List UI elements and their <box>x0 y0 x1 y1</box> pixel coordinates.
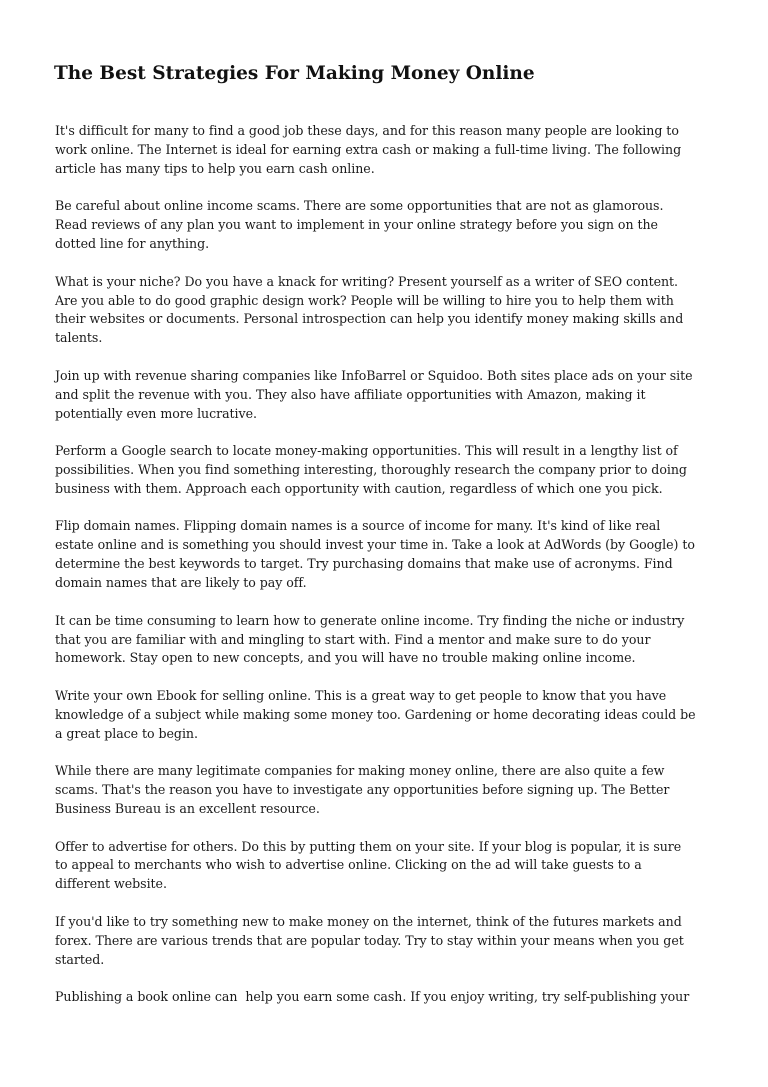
text-line: What is your niche? Do you have a knack for writing? Present yourself as a writer of SEO content. <box>55 273 679 289</box>
text-line: article has many tips to help you earn cash online. <box>55 160 375 176</box>
text-line: Offer to advertise for others. Do this by putting them on your site. If your blog is popular, it is sure <box>55 838 682 854</box>
text-line: their websites or documents. Personal introspection can help you identify money making skills and <box>55 311 684 327</box>
text-line: Business Bureau is an excellent resource. <box>55 801 320 816</box>
text-line: a great place to begin. <box>55 725 198 741</box>
paragraph <box>55 762 715 819</box>
text-line: Read reviews of any plan you want to implement in your online strategy before you sign on the <box>55 217 658 233</box>
text-line: Publishing a book online can help you earn some cash. If you enjoy writing, try self-publishing your <box>55 989 690 1005</box>
paragraph <box>55 517 715 592</box>
paragraph <box>55 442 715 499</box>
text-line: and split the revenue with you. They also have affiliate opportunities with Amazon, making it <box>55 386 646 402</box>
text-line: business with them. Approach each opportunity with caution, regardless of which one you pick. <box>55 480 663 496</box>
text-line: If you'd like to try something new to make money on the internet, think of the futures markets and <box>55 913 682 929</box>
text-line: domain names that are likely to pay off. <box>55 575 307 591</box>
text-line: Be careful about online income scams. There are some opportunities that are not as glamorous. <box>55 198 664 214</box>
text-line: talents. <box>55 330 103 346</box>
paragraph <box>55 913 715 970</box>
text-line: different website. <box>55 876 167 892</box>
paragraph <box>55 367 715 424</box>
text-line: possibilities. When you find something interesting, thoroughly research the company prior to doing <box>55 462 687 477</box>
text-line: knowledge of a subject while making some money too. Gardening or home decorating ideas could be <box>55 706 696 722</box>
text-line: Write your own Ebook for selling online. This is a great way to get people to know that you have <box>55 687 667 703</box>
text-line: homework. Stay open to new concepts, and you will have no trouble making online income. <box>55 650 636 666</box>
text-line: potentially even more lucrative. <box>55 405 257 421</box>
text-line: estate online and is something you should invest your time in. Take a look at AdWords (by Google) to <box>55 537 695 553</box>
text-line: work online. The Internet is ideal for earning extra cash or making a full-time living. The following <box>55 141 682 157</box>
document-body <box>55 122 715 1026</box>
text-line: It can be time consuming to learn how to generate online income. Try finding the niche or industry <box>55 612 685 628</box>
paragraph <box>55 612 715 669</box>
text-line: that you are familiar with and mingling to start with. Find a mentor and make sure to do your <box>55 631 651 647</box>
text-line: determine the best keywords to target. Try purchasing domains that make use of acronyms. Find <box>55 556 673 572</box>
paragraph <box>55 197 715 254</box>
text-line: started. <box>55 951 105 967</box>
text-line: scams. That's the reason you have to investigate any opportunities before signing up. The Better <box>55 782 670 798</box>
text-line: It's difficult for many to find a good job these days, and for this reason many people are looking to <box>55 123 679 138</box>
text-line: Join up with revenue sharing companies like InfoBarrel or Squidoo. Both sites place ads on your site <box>55 367 693 383</box>
paragraph <box>55 122 715 179</box>
paragraph <box>55 988 715 1007</box>
text-line: forex. There are various trends that are popular today. Try to stay within your means when you get <box>55 932 684 948</box>
text-line: While there are many legitimate companies for making money online, there are also quite a few <box>55 763 665 779</box>
text-line: dotted line for anything. <box>55 236 210 252</box>
paragraph <box>55 687 715 744</box>
document-title: The Best Strategies For Making Money Online <box>54 63 535 84</box>
text-line: Are you able to do good graphic design work? People will be willing to hire you to help them with <box>55 292 674 308</box>
text-line: Perform a Google search to locate money-making opportunities. This will result in a lengthy list of <box>55 443 678 459</box>
paragraph <box>55 838 715 895</box>
text-line: to appeal to merchants who wish to advertise online. Clicking on the ad will take guests to a <box>55 857 642 873</box>
paragraph <box>55 273 715 348</box>
text-line: Flip domain names. Flipping domain names is a source of income for many. It's kind of like real <box>55 518 661 534</box>
